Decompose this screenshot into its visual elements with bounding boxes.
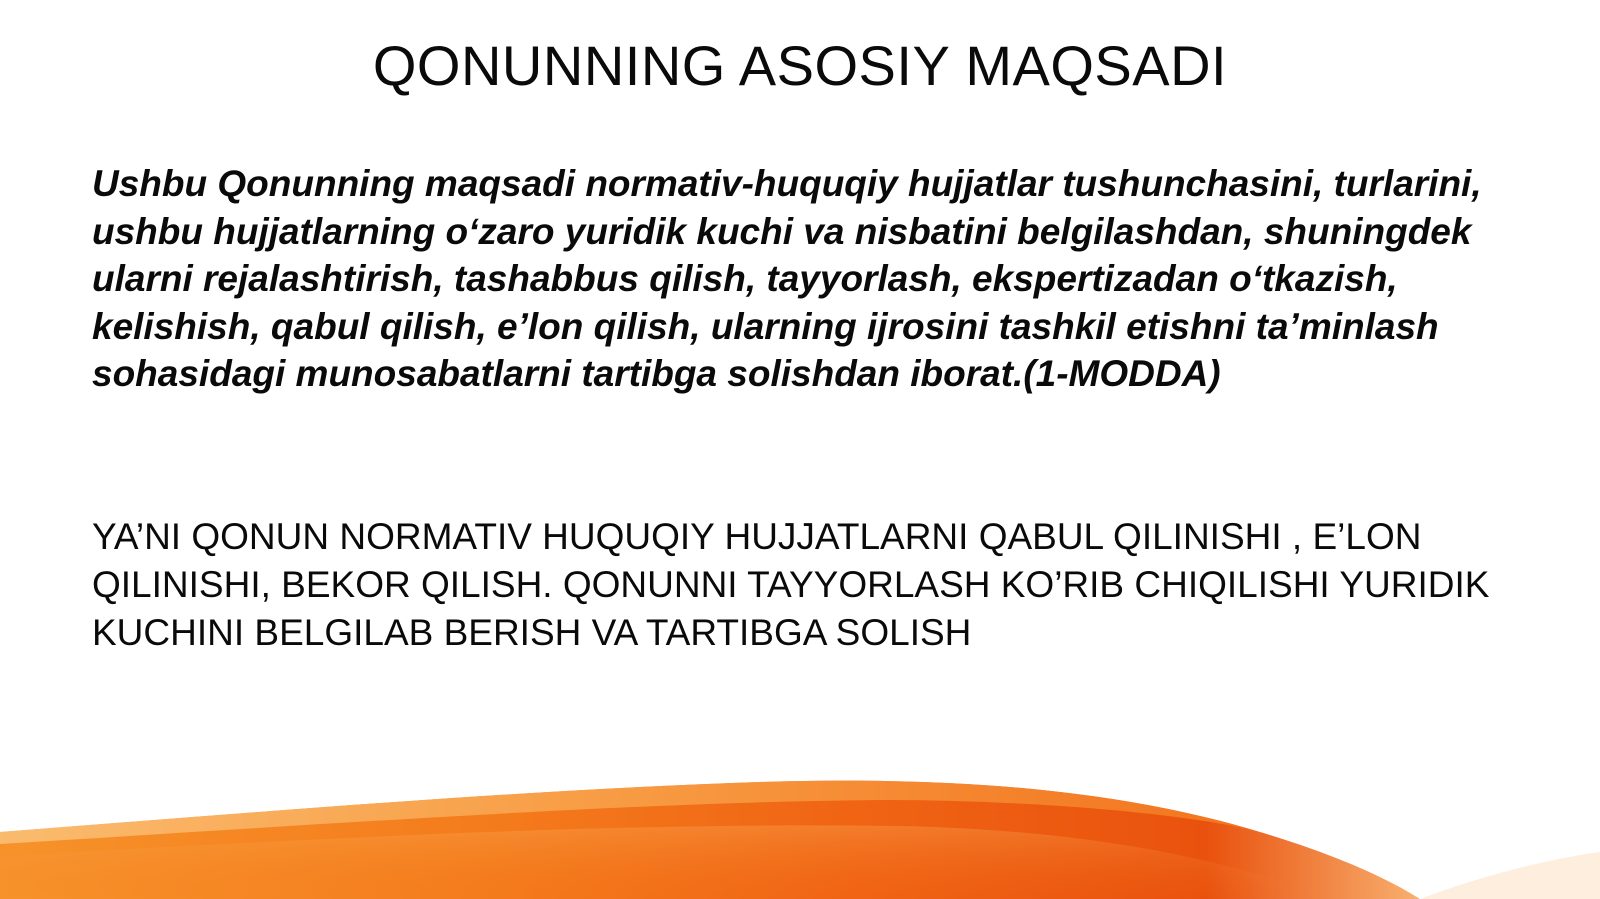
orange-wave-decoration [0,760,1600,899]
law-purpose-paragraph: Ushbu Qonunning maqsadi normativ-huquqiy hujjatlar tushunchasini, turlarini, ushbu hujjatlarning o‘zaro yuridik kuchi va nisbatini belgilashdan, shuningdek ularni rejalashtirish, tashabbus qilish, tayyorlash, ekspertizadan o‘tkazish, kelishish, qabul qilish, e’lon qilish, ularning ijrosini tashkil etishni ta’minlash sohasidagi munosabatlarni tartibga solishdan iborat.(1-MODDA) [92,163,1482,394]
law-summary-paragraph: YA’NI QONUN NORMATIV HUQUQIY HUJJATLARNI QABUL QILINISHI , E’LON QILINISHI, BEKOR QILISH. QONUNNI TAYYORLASH KO’RIB CHIQILISHI YURIDIK KUCHINI BELGILAB BERISH VA TARTIBGA SOLISH [92,516,1490,653]
slide-title: QONUNNING ASOSIY MAQSADI [372,34,1228,97]
